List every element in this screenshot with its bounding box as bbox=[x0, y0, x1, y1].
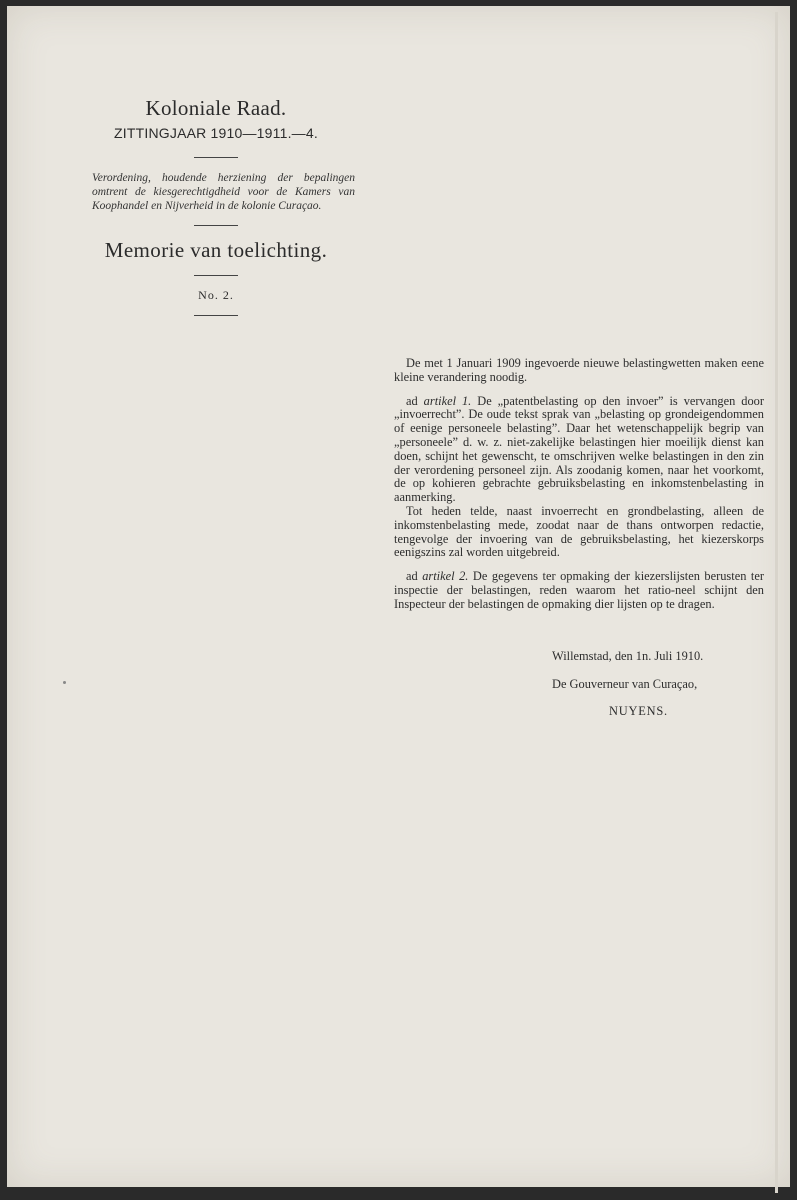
document-number: No. 2. bbox=[198, 288, 234, 302]
signatory-role: De Gouverneur van Curaçao, bbox=[552, 677, 698, 691]
article-2-text: De gegevens ter opmaking der kiezerslijsten berusten ter inspectie der belastingen, reden waarom het ratio-neel schijnt den Inspecteur der belastingen de opmaking dier lijsten op te dragen. bbox=[394, 569, 764, 611]
document-header bbox=[87, 96, 355, 328]
session-title: ZITTINGJAAR 1910—1911.—4. bbox=[114, 125, 318, 141]
document-title: Memorie van toelichting. bbox=[104, 238, 328, 262]
place-date: Willemstad, den 1n. Juli 1910. bbox=[552, 649, 704, 663]
article-1-text: De „patentbelasting op den invoer” is vervangen door „invoerrecht”. De oude tekst sprak van „belasting op grondeigendommen of eenige personeele belasting”. Daar het wetenschappelijk begrip van „personeele” d. w. z. niet-zakelijke belastingen hier moeilijk dienst kan doen, schijnt het gewenscht, te omschrijven welke belastingen in den zin der verordening personeel zijn. Als zoodanig komen, naar het voorkomt, de op kohieren gebrachte gebruiksbelasting en inkomstenbelasting in aanmerking. bbox=[394, 393, 764, 505]
article-2-prefix: ad bbox=[406, 569, 423, 584]
article-2-paragraph bbox=[394, 570, 764, 611]
article-1-paragraph-2: Tot heden telde, naast invoerrecht en grondbelasting, alleen de inkomstenbelasting mede, zoodat naar de thans ontworpen redactie, tengevolge der invoering van de gebruiksbelasting, het kiezerskorps eenigszins zal worden uitgebreid. bbox=[394, 503, 764, 560]
document-page bbox=[7, 6, 790, 1187]
body-text bbox=[394, 357, 764, 612]
paper-speck bbox=[63, 681, 66, 684]
divider bbox=[194, 315, 238, 316]
page-edge bbox=[775, 12, 778, 1193]
divider bbox=[194, 225, 238, 226]
divider bbox=[194, 275, 238, 276]
article-1-label: artikel 1. bbox=[423, 393, 472, 408]
intro-paragraph: De met 1 Januari 1909 ingevoerde nieuwe belastingwetten maken eene kleine verandering noodig. bbox=[394, 356, 764, 384]
article-1-prefix: ad bbox=[406, 393, 424, 408]
article-2-label: artikel 2. bbox=[422, 569, 469, 584]
council-title: Koloniale Raad. bbox=[145, 96, 287, 120]
divider bbox=[194, 157, 238, 158]
article-1-paragraph bbox=[394, 395, 764, 505]
signatory-name: NUYENS. bbox=[609, 704, 668, 718]
subject-text: Verordening, houdende herziening der bepalingen omtrent de kiesgerechtigdheid voor de Kamers van Koophandel en Nijverheid in de kolonie Curaçao. bbox=[92, 172, 355, 212]
